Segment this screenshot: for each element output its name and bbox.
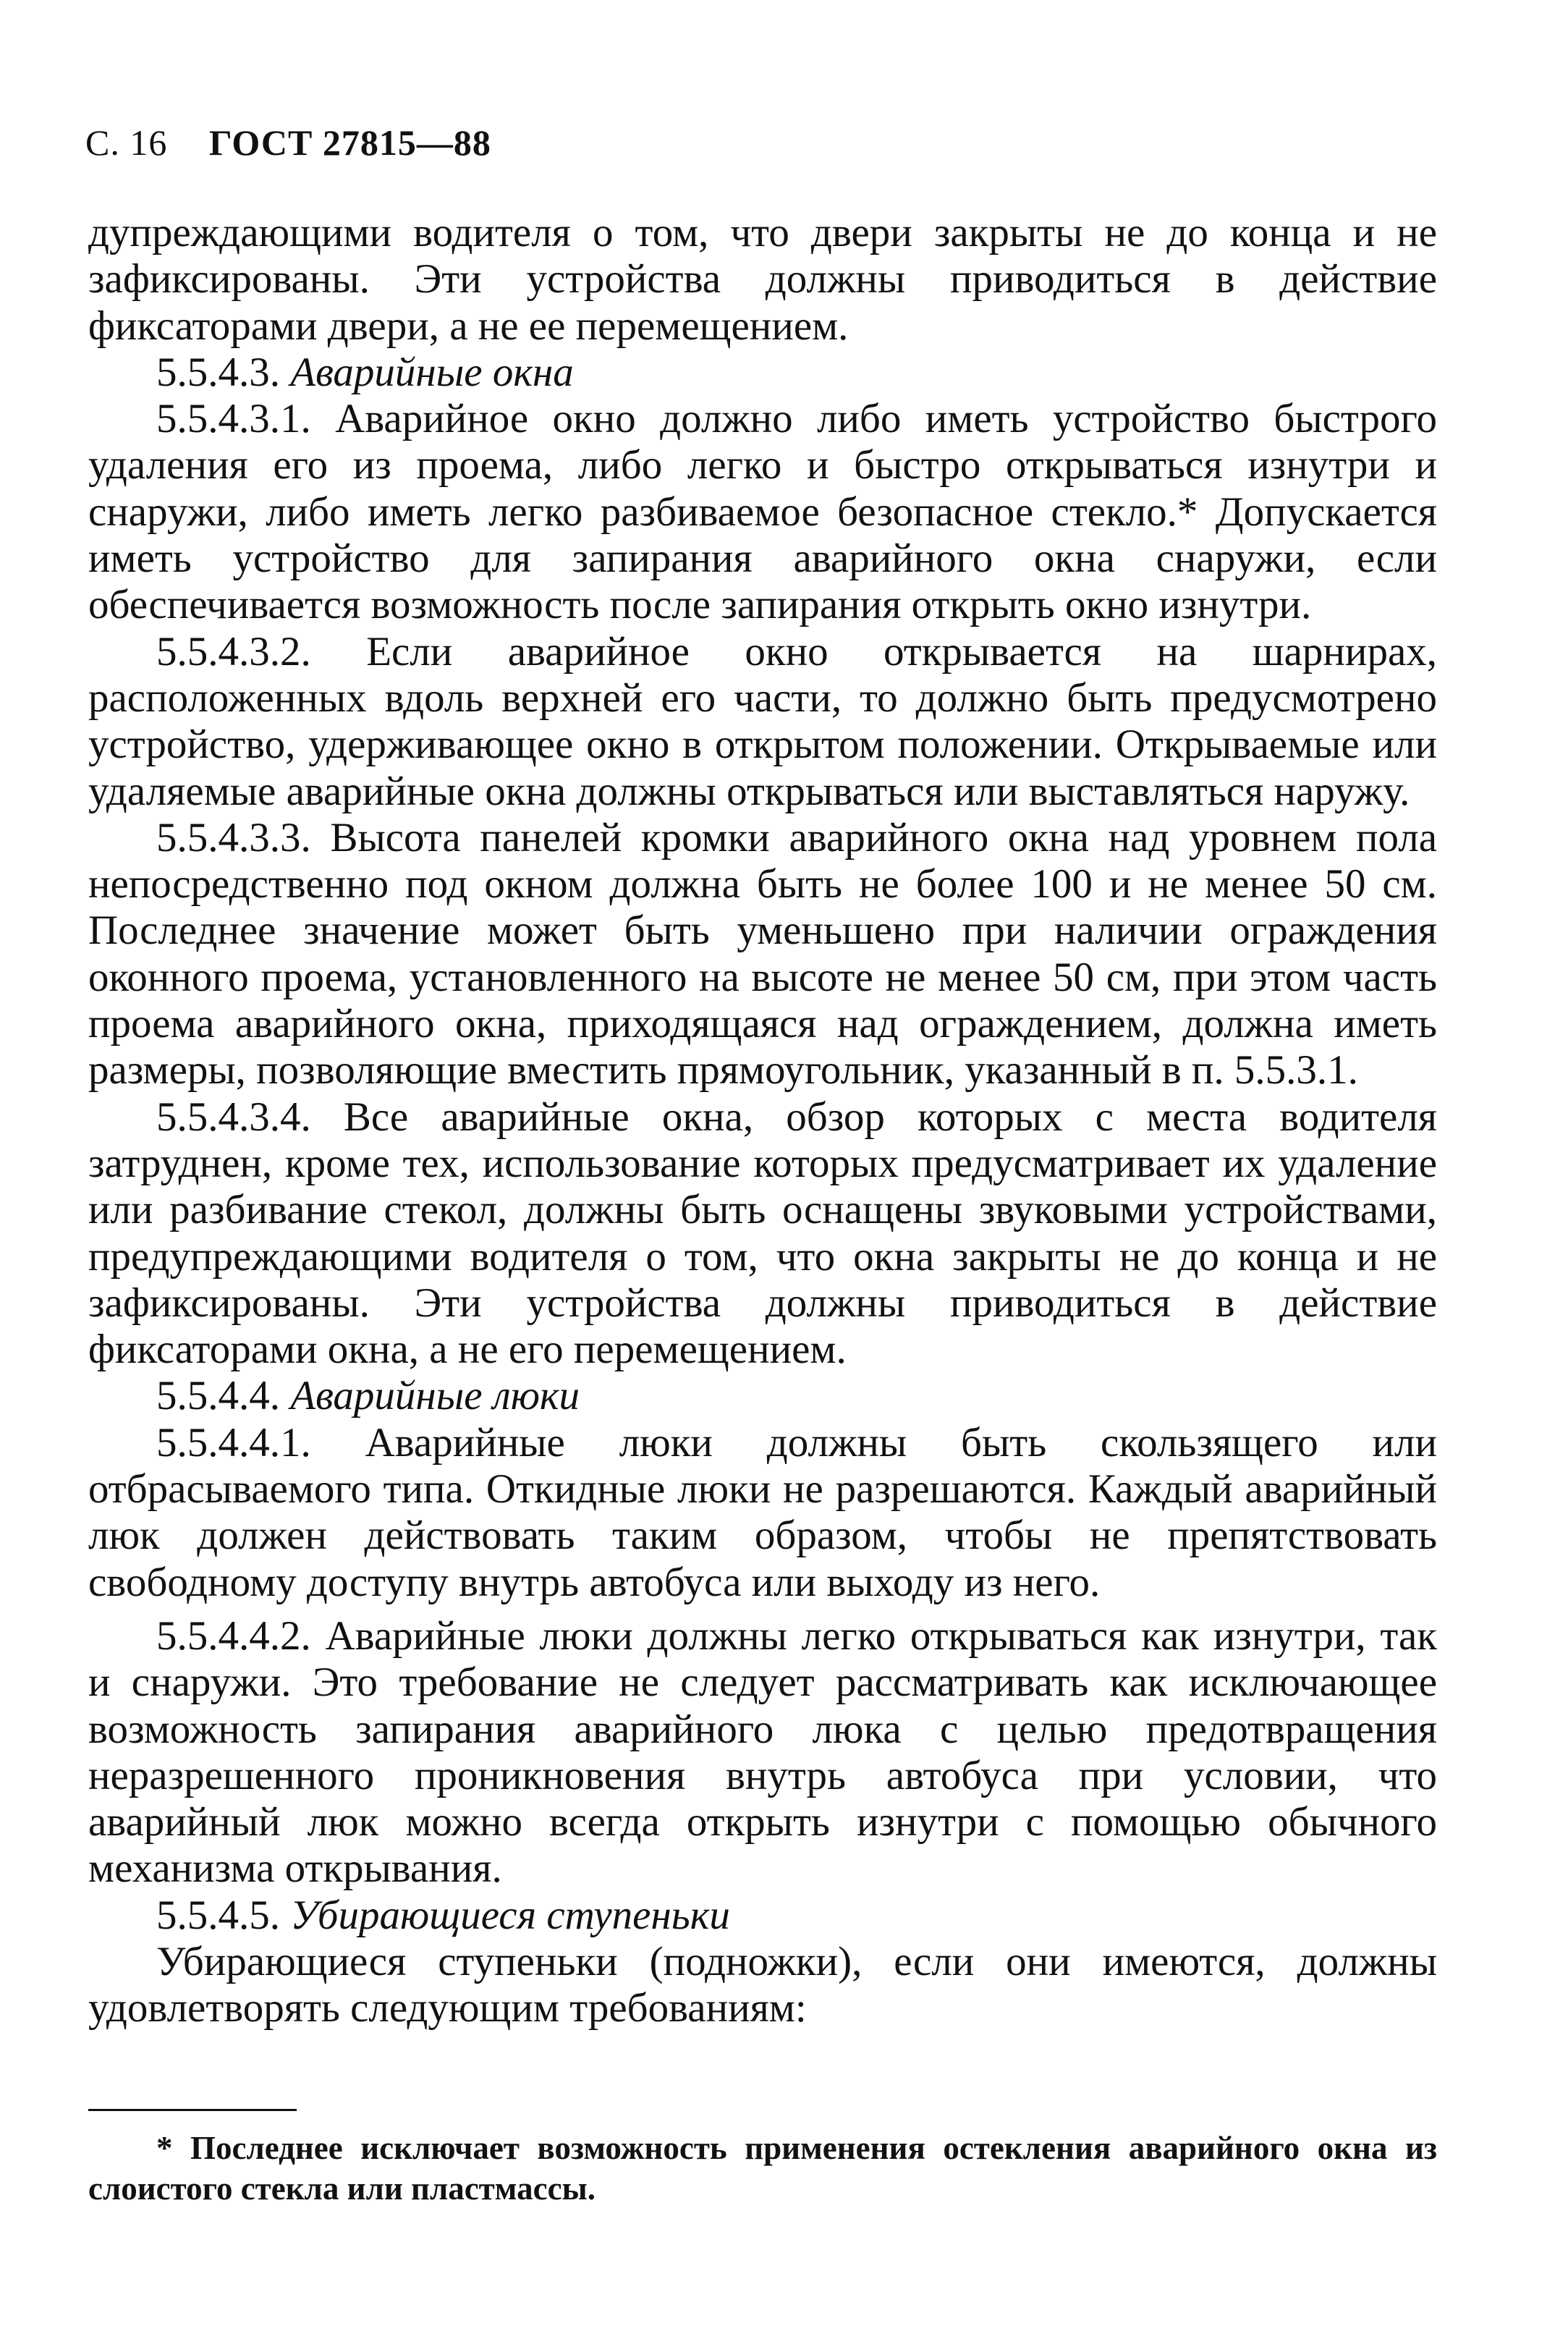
clause-5-5-4-4-2: [88, 1613, 1437, 1893]
clause-text: Если аварийное окно открывается на шарнирах, расположенных вдоль верхней его части, то должно быть предусмотрено устройство, удерживающее окно в открытом положении. Открываемые или удаляемые аварийные окна должны открываться или выставляться наружу.: [88, 628, 1437, 814]
clause-number: 5.5.4.4.1.: [156, 1419, 311, 1466]
clause-5-5-4-3-4: [88, 1094, 1437, 1374]
section-number: 5.5.4.5.: [156, 1892, 280, 1938]
section-heading-emergency-windows: [88, 350, 1437, 396]
clause-text: Аварийное окно должно либо иметь устройство быстрого удаления его из проема, либо легко и быстро открываться изнутри и снаружи, либо иметь легко разбиваемое безопасное стекло.* Допускается иметь устройство для запирания аварийного окна снаружи, если обеспечивается возможность после запирания открыть окно изнутри.: [88, 396, 1437, 628]
clause-text: Высота панелей кромки аварийного окна над уровнем пола непосредственно под окном должна быть не более 100 и не менее 50 см. Последнее значение может быть уменьшено при наличии ограждения оконного проема, установленного на высоте не менее 50 см, при этом часть проема аварийного окна, приходящаяся над ограждением, должна иметь размеры, позволяющие вместить прямоугольник, указанный в п. 5.5.3.1.: [88, 814, 1438, 1094]
clause-5-5-4-3-3: [88, 815, 1437, 1094]
footnote-divider: [88, 2109, 297, 2111]
clause-5-5-4-4-1: [88, 1420, 1437, 1606]
clause-number: 5.5.4.3.1.: [156, 396, 311, 442]
section-title: Убирающиеся ступеньки: [290, 1892, 730, 1938]
clause-5-5-4-3-2: [88, 629, 1437, 815]
paragraph-text: дупреждающими водителя о том, что двери закрыты не до конца и не зафиксированы. Эти устройства должны приводиться в действие фиксаторами двери, а не ее перемещением.: [88, 210, 1437, 349]
clause-text: Аварийные люки должны быть скользящего или отбрасываемого типа. Откидные люки не разрешаются. Каждый аварийный люк должен действовать таким образом, чтобы не препятствовать свободному доступу внутрь автобуса или выходу из него.: [88, 1419, 1437, 1605]
paragraph-steps-requirements: [88, 1939, 1437, 2032]
clause-number: 5.5.4.4.2.: [156, 1612, 311, 1659]
standard-designation: ГОСТ 27815—88: [208, 122, 491, 163]
page-header: [85, 122, 491, 164]
section-heading-emergency-hatches: [88, 1373, 1437, 1419]
clause-text: Аварийные люки должны легко открываться как изнутри, так и снаружи. Это требование не следует рассматривать как исключающее возможность запирания аварийного люка с целью предотвращения неразрешенного проникновения внутрь автобуса при условии, что аварийный люк можно всегда открыть изнутри с помощью обычного механизма открывания.: [88, 1612, 1437, 1892]
section-heading-retractable-steps: [88, 1893, 1437, 1939]
body-text: [88, 210, 1437, 2032]
clause-text: Все аварийные окна, обзор которых с места водителя затруднен, кроме тех, использование которых предусматривает их удаление или разбивание стекол, должны быть оснащены звуковыми устройствами, предупреждающими водителя о том, что окна закрыты не до конца и не зафиксированы. Эти устройства должны приводиться в действие фиксаторами окна, а не его перемещением.: [88, 1094, 1437, 1373]
paragraph-continuation: [88, 210, 1437, 350]
section-number: 5.5.4.3.: [156, 349, 280, 395]
section-title: Аварийные окна: [290, 349, 574, 395]
footnote: [88, 2128, 1437, 2209]
clause-number: 5.5.4.3.3.: [156, 814, 311, 860]
section-title: Аварийные люки: [290, 1373, 580, 1419]
footnote-text: * Последнее исключает возможность применения остекления аварийного окна из слоистого стекла или пластмассы.: [88, 2130, 1437, 2207]
clause-number: 5.5.4.3.4.: [156, 1094, 311, 1140]
paragraph-text: Убирающиеся ступеньки (подножки), если они имеются, должны удовлетворять следующим требованиям:: [88, 1938, 1437, 2031]
clause-5-5-4-3-1: [88, 396, 1437, 628]
section-number: 5.5.4.4.: [156, 1373, 280, 1419]
clause-number: 5.5.4.3.2.: [156, 628, 311, 675]
page-number: С. 16: [85, 122, 168, 163]
